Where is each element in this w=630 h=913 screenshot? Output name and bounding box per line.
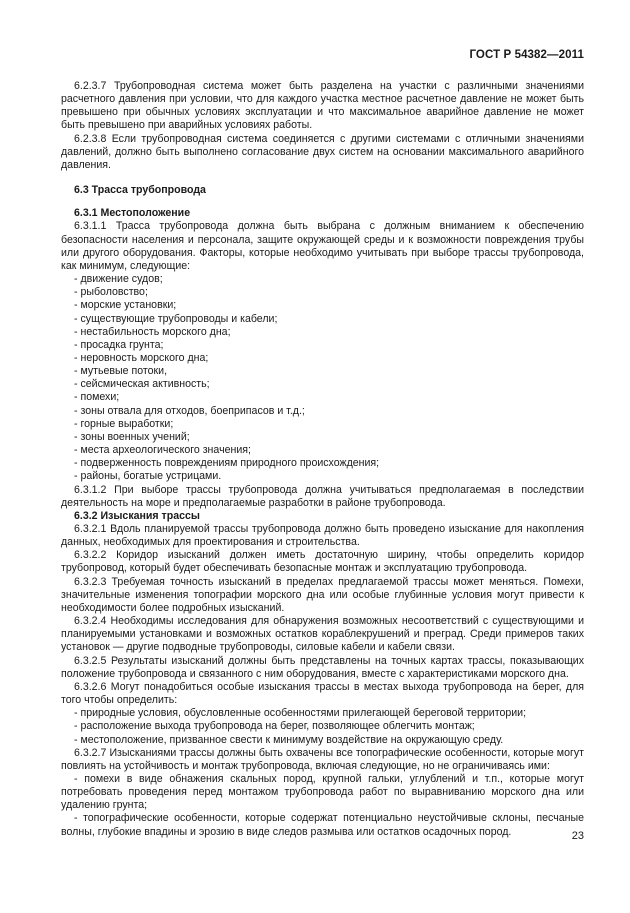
paragraph-obstacles: - помехи в виде обнажения скальных пород, крупной гальки, углублений и т.п., которые могут потребовать проведения перед монтажом трубопровода работ по выравниванию морского дна или удалению грунта;	[61, 772, 584, 812]
list-item: - движение судов;	[74, 273, 163, 286]
paragraph-6-3-1-2: 6.3.1.2 При выборе трассы трубопровода должна учитываться предполагаемая в последствии деятельность на море и предполагаемые разработки в районе трубопровода.	[61, 483, 584, 509]
list-item: - просадка грунта;	[74, 338, 164, 351]
section-heading-6-3: 6.3 Трасса трубопровода	[74, 184, 206, 197]
list-item: - местоположение, призванное свести к минимуму воздействие на окружающую среду.	[74, 733, 504, 746]
list-item: - нестабильность морского дна;	[74, 325, 231, 338]
page-body	[61, 80, 584, 839]
subsection-heading-6-3-2: 6.3.2 Изыскания трассы	[74, 509, 200, 522]
paragraph-6-2-3-8: 6.2.3.8 Если трубопроводная система соединяется с другими системами с отличными значениями давлений, должно быть выполнено согласование двух систем на основании максимального аварийного давления.	[61, 132, 584, 171]
paragraph-6-3-1-1: 6.3.1.1 Трасса трубопровода должна быть выбрана с должным вниманием к обеспечению безопасности населения и персонала, защите окружающей среды и к возможности повреждения трубы или другого оборудования. Факторы, которые необходимо учитывать при выборе трассы трубопровода, как минимум, следующие:	[61, 220, 584, 272]
page-number: 23	[571, 830, 584, 842]
paragraph-6-3-2-6: 6.3.2.6 Могут понадобиться особые изыскания трассы в местах выхода трубопровода на берег, для того чтобы определить:	[61, 680, 584, 707]
list-item: - сейсмическая активность;	[74, 378, 210, 391]
paragraph-6-2-3-7: 6.2.3.7 Трубопроводная система может быть разделена на участки с различными значениями расчетного давления при условии, что для каждого участка местное расчетное давление не может быть превышено при обычных условиях эксплуатации и что максимальное аварийное давление не может быть превышено при аварийных условиях работы.	[61, 80, 584, 132]
list-item: - существующие трубопроводы и кабели;	[74, 312, 278, 325]
list-item: - мутьевые потоки,	[74, 365, 168, 378]
paragraph-6-3-2-1: 6.3.2.1 Вдоль планируемой трассы трубопровода должно быть проведено изыскание для накопления данных, необходимых для проектирования и строительства.	[61, 523, 584, 549]
paragraph-topography: - топографические особенности, которые содержат потенциально неустойчивые склоны, песчаные волны, глубокие впадины и эрозию в виде следов размыва или остатков осадочных пород.	[61, 812, 584, 838]
document-code-header: ГОСТ Р 54382—2011	[469, 49, 584, 61]
route-factors-list	[61, 273, 584, 484]
list-item: - районы, богатые устрицами.	[74, 470, 222, 483]
list-item: - морские установки;	[74, 299, 177, 312]
paragraph-6-3-2-7: 6.3.2.7 Изысканиями трассы должны быть охвачены все топографические особенности, которые могут повлиять на устойчивость и монтаж трубопровода, включая следующие, но не ограничиваясь ими:	[61, 746, 584, 772]
subsection-heading-6-3-1: 6.3.1 Местоположение	[74, 207, 191, 220]
paragraph-6-3-2-2: 6.3.2.2 Коридор изысканий должен иметь достаточную ширину, чтобы определить коридор трубопровод, который будет обеспечивать безопасные монтаж и эксплуатацию трубопровода.	[61, 549, 584, 575]
list-item: - зоны отвала для отходов, боеприпасов и т.д.;	[74, 404, 305, 417]
list-item: - помехи;	[74, 391, 120, 404]
list-item: - подверженность повреждениям природного происхождения;	[74, 457, 380, 470]
list-item: - расположение выхода трубопровода на берег, позволяющее облегчить монтаж;	[74, 720, 475, 733]
shore-survey-list	[61, 707, 584, 746]
paragraph-6-3-2-3: 6.3.2.3 Требуемая точность изысканий в пределах предлагаемой трассы может меняться. Помехи, значительные изменения топографии морского дна или особые глубинные условия могут привести к необходимости более подробных изысканий.	[61, 575, 584, 614]
list-item: - места археологического значения;	[74, 444, 251, 457]
paragraph-6-3-2-5: 6.3.2.5 Результаты изысканий должны быть представлены на точных картах трассы, показывающих положение трубопровода и связанного с ним оборудования, вместе с характеристиками морского дна.	[61, 654, 584, 680]
list-item: - горные выработки;	[74, 417, 174, 430]
list-item: - неровность морского дна;	[74, 351, 209, 364]
list-item: - рыболовство;	[74, 286, 148, 299]
paragraph-6-3-2-4: 6.3.2.4 Необходимы исследования для обнаружения возможных несоответствий с существующими и планируемыми установками и возможных остатков кораблекрушений и преград. Среди примеров таких установок — другие подводные трубопроводы, силовые кабели и кабели связи.	[61, 615, 584, 654]
list-item: - природные условия, обусловленные особенностями прилегающей береговой территории;	[74, 707, 527, 720]
list-item: - зоны военных учений;	[74, 430, 190, 443]
